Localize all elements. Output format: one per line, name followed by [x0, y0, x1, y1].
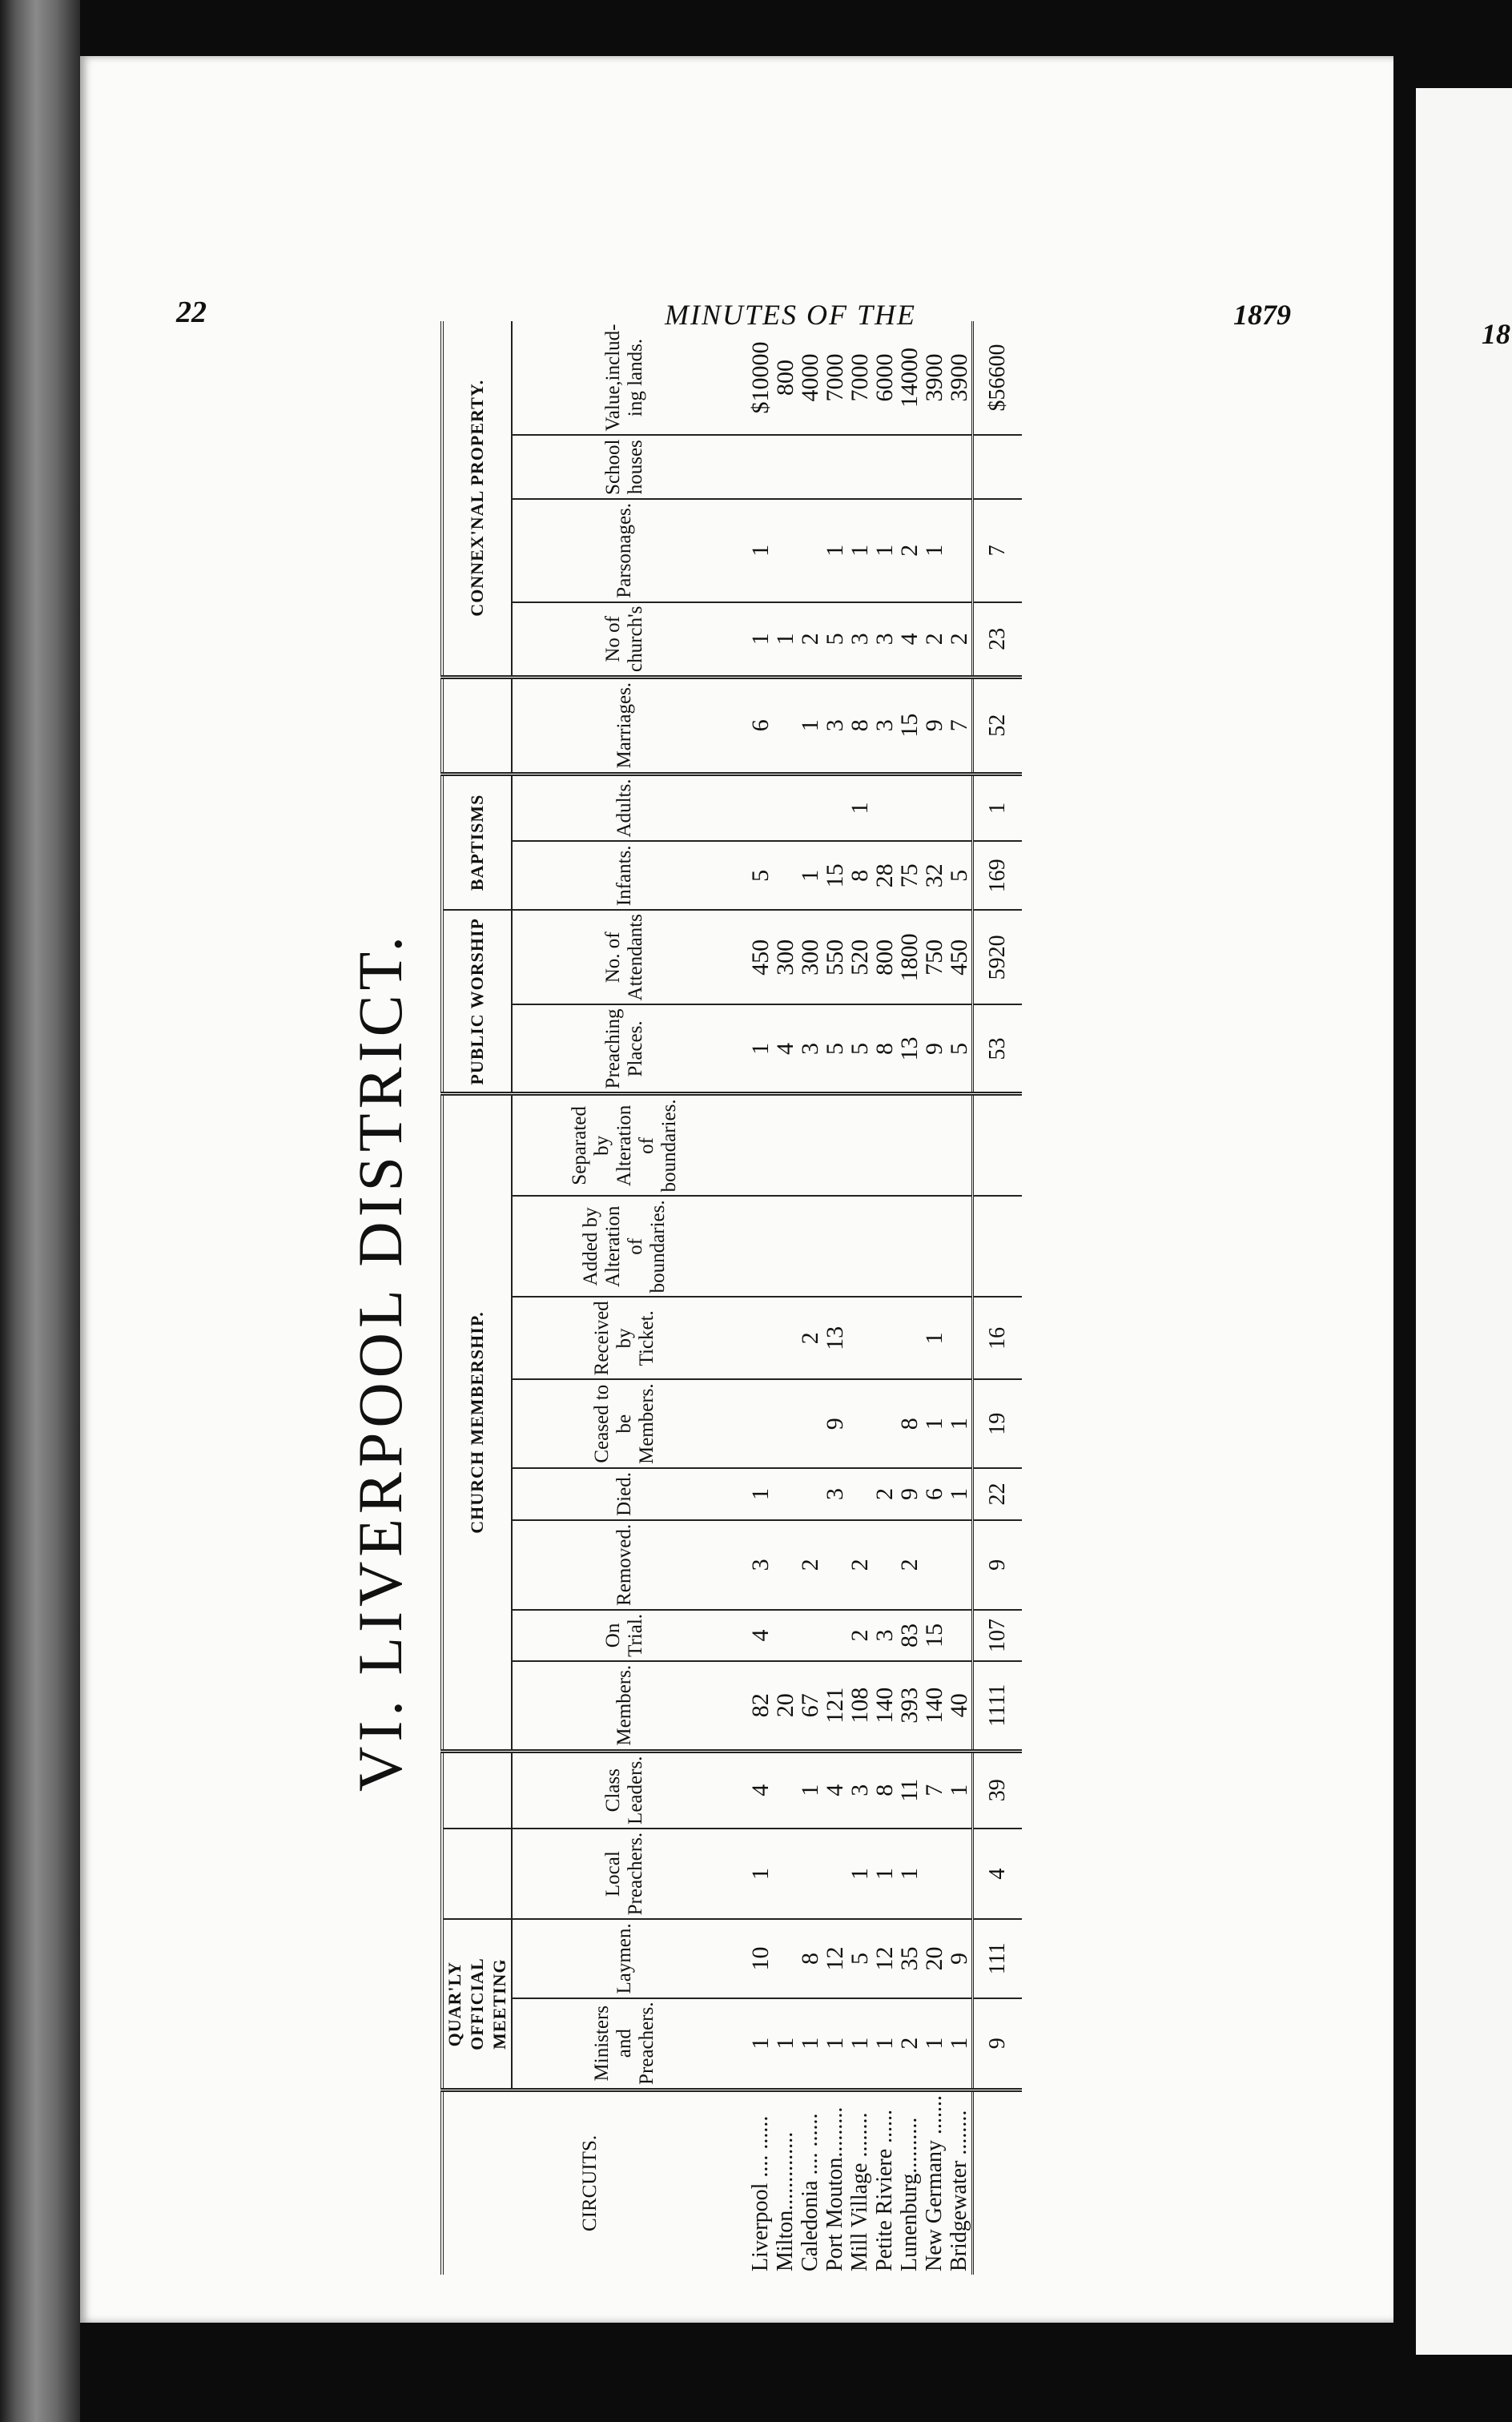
cell: 1: [922, 1379, 947, 1468]
cell: 5: [847, 1004, 872, 1093]
cell: 1: [798, 1998, 822, 2090]
cell: 393: [897, 1661, 922, 1751]
cell: 3: [822, 677, 847, 774]
cell: 10: [737, 1919, 773, 1998]
cell: 1: [872, 499, 897, 602]
cell: [947, 774, 973, 841]
cell: [872, 1094, 897, 1196]
cell: [822, 1196, 847, 1297]
cell: [947, 1094, 973, 1196]
cell: [872, 1196, 897, 1297]
total-cell: 16: [973, 1297, 1023, 1379]
cell: [822, 1094, 847, 1196]
cell: 1: [872, 1829, 897, 1919]
total-cell: 4: [973, 1829, 1023, 1919]
cell: 5: [822, 1004, 847, 1093]
cell: 4: [897, 602, 922, 678]
cell: [773, 1829, 798, 1919]
cell: 67: [798, 1661, 822, 1751]
total-cell: $56600: [973, 321, 1023, 436]
cell: 13: [897, 1004, 922, 1093]
cell: 82: [737, 1661, 773, 1751]
table-row: [737, 321, 773, 2275]
col-attendants: No. of Attendants: [512, 910, 737, 1004]
total-cell: 111: [973, 1919, 1023, 1998]
cell: 1800: [897, 910, 922, 1004]
cell: $10000: [737, 321, 773, 436]
cell: 8: [897, 1379, 922, 1468]
cell: [922, 1520, 947, 1610]
cell: [947, 1297, 973, 1379]
total-cell: 1111: [973, 1661, 1023, 1751]
col-removed: Removed.: [512, 1520, 737, 1610]
cell: 800: [773, 321, 798, 436]
cell: [947, 1829, 973, 1919]
cell: [773, 774, 798, 841]
cell: [897, 1094, 922, 1196]
cell: [798, 1379, 822, 1468]
col-infants: Infants.: [512, 841, 737, 910]
table-row: [947, 321, 973, 2275]
col-class-leaders: Class Leaders.: [512, 1751, 737, 1829]
cell: 3: [822, 1468, 847, 1520]
total-cell: 22: [973, 1468, 1023, 1520]
cell: 75: [897, 841, 922, 910]
col-received: Received by Ticket.: [512, 1297, 737, 1379]
cell: 9: [922, 677, 947, 774]
col-on-trial: On Trial.: [512, 1610, 737, 1661]
col-ceased: Ceased to be Members.: [512, 1379, 737, 1468]
cell: 1: [847, 1829, 872, 1919]
cell: 15: [822, 841, 847, 910]
page-number: 22: [176, 296, 207, 329]
cell: 5: [947, 841, 973, 910]
cell: 13: [822, 1297, 847, 1379]
circuits-header: CIRCUITS.: [442, 2090, 737, 2275]
cell: 9: [897, 1468, 922, 1520]
cell: 15: [922, 1610, 947, 1661]
cell: [822, 1829, 847, 1919]
cell: 2: [798, 602, 822, 678]
cell: 1: [847, 774, 872, 841]
cell: 5: [737, 841, 773, 910]
cell: 6: [922, 1468, 947, 1520]
col-adults: Adults.: [512, 774, 737, 841]
cell: [798, 1610, 822, 1661]
cell: 3: [847, 602, 872, 678]
total-cell: [973, 1196, 1023, 1297]
cell: 2: [847, 1520, 872, 1610]
cell: 1: [737, 1468, 773, 1520]
total-cell: 1: [973, 774, 1023, 841]
property-group-header: CONNEX'NAL PROPERTY.: [442, 321, 512, 678]
cell: [897, 774, 922, 841]
cell: [737, 774, 773, 841]
total-cell: 23: [973, 602, 1023, 678]
total-cell: 9: [973, 1520, 1023, 1610]
cell: 32: [922, 841, 947, 910]
cell: [798, 1829, 822, 1919]
cell: 7: [947, 677, 973, 774]
cell: 7: [922, 1751, 947, 1829]
cell: [737, 436, 773, 499]
cell: 1: [798, 677, 822, 774]
cell: 3: [847, 1751, 872, 1829]
cell: [773, 1751, 798, 1829]
cell: 5: [947, 1004, 973, 1093]
total-cell: 9: [973, 1998, 1023, 2090]
cell: 1: [822, 1998, 847, 2090]
cell: 1: [798, 841, 822, 910]
cell: 1: [947, 1998, 973, 2090]
cell: 2: [897, 1520, 922, 1610]
cell: 121: [822, 1661, 847, 1751]
cell: 9: [947, 1919, 973, 1998]
circuit-name: Liverpool .... ......: [747, 2115, 773, 2271]
total-cell: [973, 436, 1023, 499]
cell: [773, 1468, 798, 1520]
total-cell: 53: [973, 1004, 1023, 1093]
cell: [897, 1196, 922, 1297]
total-cell: 169: [973, 841, 1023, 910]
circuit-name: Bridgewater ........: [946, 2110, 971, 2271]
cell: [847, 1196, 872, 1297]
column-header-row: [512, 321, 737, 2275]
cell: 3: [737, 1520, 773, 1610]
cell: 11: [897, 1751, 922, 1829]
cell: 1: [922, 1998, 947, 2090]
cell: [798, 1094, 822, 1196]
cell: 4000: [798, 321, 822, 436]
cell: [773, 1297, 798, 1379]
cell: 8: [872, 1751, 897, 1829]
cell: 8: [872, 1004, 897, 1093]
cell: [737, 1297, 773, 1379]
next-page-edge: [1416, 88, 1512, 2355]
cell: 7000: [822, 321, 847, 436]
cell: [773, 1379, 798, 1468]
cell: 2: [947, 602, 973, 678]
header-year: 1879: [1233, 299, 1291, 331]
cell: 8: [847, 841, 872, 910]
cell: 15: [897, 677, 922, 774]
baptisms-group-header: BAPTISMS: [442, 774, 512, 910]
cell: [922, 436, 947, 499]
cell: 4: [773, 1004, 798, 1093]
cell: [737, 1094, 773, 1196]
cell: [798, 1468, 822, 1520]
rotated-table-block: [336, 324, 1225, 2307]
col-churches: No of church's: [512, 602, 737, 678]
group-header-row: [442, 321, 512, 2275]
cell: [822, 774, 847, 841]
circuit-name: Port Mouton.........: [822, 2106, 847, 2271]
spacer-header: [442, 677, 512, 774]
cell: 12: [822, 1919, 847, 1998]
table-row: [773, 321, 798, 2275]
cell: 800: [872, 910, 897, 1004]
table-row: [847, 321, 872, 2275]
totals-row: [973, 321, 1023, 2275]
table-row: [822, 321, 847, 2275]
cell: [872, 1379, 897, 1468]
cell: 550: [822, 910, 847, 1004]
cell: [922, 774, 947, 841]
cell: 40: [947, 1661, 973, 1751]
circuit-name: New Germany .......: [921, 2094, 947, 2271]
cell: [798, 1196, 822, 1297]
cell: 450: [947, 910, 973, 1004]
cell: 1: [773, 602, 798, 678]
totals-label: [973, 2090, 1023, 2275]
cell: [847, 1297, 872, 1379]
next-page-number: 18: [1482, 318, 1510, 350]
cell: [798, 499, 822, 602]
cell: [773, 1094, 798, 1196]
cell: 2: [897, 1998, 922, 2090]
cell: [773, 1520, 798, 1610]
total-cell: 7: [973, 499, 1023, 602]
cell: [922, 1829, 947, 1919]
cell: [822, 1520, 847, 1610]
cell: 520: [847, 910, 872, 1004]
col-added: Added by Alteration of boundaries.: [512, 1196, 737, 1297]
cell: [947, 1520, 973, 1610]
cell: 1: [897, 1829, 922, 1919]
cell: [872, 436, 897, 499]
cell: 750: [922, 910, 947, 1004]
table-row: [872, 321, 897, 2275]
cell: 2: [798, 1520, 822, 1610]
total-cell: 39: [973, 1751, 1023, 1829]
cell: 1: [872, 1998, 897, 2090]
cell: 108: [847, 1661, 872, 1751]
cell: [947, 1610, 973, 1661]
col-local-preachers: Local Preachers.: [512, 1829, 737, 1919]
cell: 1: [737, 1829, 773, 1919]
cell: 6000: [872, 321, 897, 436]
cell: 5: [847, 1919, 872, 1998]
total-cell: [973, 1094, 1023, 1196]
cell: 4: [737, 1751, 773, 1829]
quarterly-group-header: QUAR'LY OFFICIAL MEETING: [442, 1919, 512, 2090]
cell: 35: [897, 1919, 922, 1998]
cell: [847, 436, 872, 499]
cell: 3900: [947, 321, 973, 436]
cell: 7000: [847, 321, 872, 436]
cell: 14000: [897, 321, 922, 436]
cell: 12: [872, 1919, 897, 1998]
cell: 8: [847, 677, 872, 774]
cell: [773, 841, 798, 910]
total-cell: 52: [973, 677, 1023, 774]
cell: 3: [798, 1004, 822, 1093]
total-cell: 5920: [973, 910, 1023, 1004]
cell: 450: [737, 910, 773, 1004]
circuit-name: Lunenburg..........: [896, 2117, 922, 2271]
cell: 1: [947, 1751, 973, 1829]
cell: [897, 1297, 922, 1379]
cell: 1: [922, 499, 947, 602]
table-row: [798, 321, 822, 2275]
cell: 140: [872, 1661, 897, 1751]
total-cell: 19: [973, 1379, 1023, 1468]
cell: 9: [822, 1379, 847, 1468]
cell: [947, 1196, 973, 1297]
book-spine: [0, 0, 80, 2422]
col-members: Members.: [512, 1661, 737, 1751]
cell: [773, 1610, 798, 1661]
cell: 20: [922, 1919, 947, 1998]
cell: [847, 1094, 872, 1196]
cell: 1: [737, 1998, 773, 2090]
col-preaching: Preaching Places.: [512, 1004, 737, 1093]
table-row: [897, 321, 922, 2275]
cell: [897, 436, 922, 499]
table-row: [922, 321, 947, 2275]
worship-group-header: PUBLIC WORSHIP: [442, 910, 512, 1094]
cell: 6: [737, 677, 773, 774]
cell: [737, 1196, 773, 1297]
cell: 83: [897, 1610, 922, 1661]
cell: [773, 1196, 798, 1297]
cell: [822, 1610, 847, 1661]
cell: 1: [847, 499, 872, 602]
cell: 3: [872, 1610, 897, 1661]
cell: 140: [922, 1661, 947, 1751]
cell: 1: [847, 1998, 872, 2090]
circuit-name: Petite Riviere ......: [871, 2109, 897, 2271]
cell: 5: [822, 602, 847, 678]
cell: 3900: [922, 321, 947, 436]
cell: 1: [947, 1468, 973, 1520]
cell: 9: [922, 1004, 947, 1093]
cell: [798, 436, 822, 499]
col-schoolhouses: School houses: [512, 436, 737, 499]
cell: 1: [737, 602, 773, 678]
cell: [922, 1196, 947, 1297]
cell: 2: [798, 1297, 822, 1379]
district-title: VI. LIVERPOOL DISTRICT.: [345, 931, 415, 1792]
cell: 1: [822, 499, 847, 602]
cell: 3: [872, 602, 897, 678]
col-ministers: Ministers and Preachers.: [512, 1998, 737, 2090]
cell: 2: [872, 1468, 897, 1520]
cell: 20: [773, 1661, 798, 1751]
col-value: Value,includ-ing lands.: [512, 321, 737, 436]
cell: 4: [737, 1610, 773, 1661]
cell: 1: [798, 1751, 822, 1829]
col-separated: Separated by Alteration of boundaries.: [512, 1094, 737, 1196]
spacer-header: [442, 1829, 512, 1919]
cell: [822, 436, 847, 499]
cell: 1: [947, 1379, 973, 1468]
total-cell: 107: [973, 1610, 1023, 1661]
circuit-name: Caledonia .... ......: [797, 2113, 822, 2271]
cell: 300: [773, 910, 798, 1004]
cell: [872, 1520, 897, 1610]
cell: [872, 774, 897, 841]
running-title: MINUTES OF THE: [665, 299, 916, 331]
cell: 1: [922, 1297, 947, 1379]
spacer-header: [442, 1751, 512, 1829]
cell: 2: [922, 602, 947, 678]
cell: 2: [847, 1610, 872, 1661]
church-group-header: CHURCH MEMBERSHIP.: [442, 1094, 512, 1751]
col-parsonages: Parsonages.: [512, 499, 737, 602]
cell: [773, 499, 798, 602]
cell: [773, 1919, 798, 1998]
cell: 28: [872, 841, 897, 910]
cell: [947, 499, 973, 602]
cell: [798, 774, 822, 841]
cell: [872, 1297, 897, 1379]
statistics-table: [440, 321, 1022, 2275]
cell: [847, 1468, 872, 1520]
cell: [737, 1379, 773, 1468]
cell: 3: [872, 677, 897, 774]
cell: [947, 436, 973, 499]
circuit-name: Mill Village ........: [846, 2112, 872, 2271]
cell: [773, 677, 798, 774]
cell: 300: [798, 910, 822, 1004]
cell: 1: [737, 1004, 773, 1093]
cell: [773, 436, 798, 499]
cell: 8: [798, 1919, 822, 1998]
cell: [922, 1094, 947, 1196]
cell: 1: [773, 1998, 798, 2090]
cell: 1: [737, 499, 773, 602]
circuit-name: Milton..............: [772, 2131, 798, 2271]
cell: 4: [822, 1751, 847, 1829]
cell: 2: [897, 499, 922, 602]
col-laymen: Laymen.: [512, 1919, 737, 1998]
col-died: Died.: [512, 1468, 737, 1520]
cell: [847, 1379, 872, 1468]
col-marriages: Marriages.: [512, 677, 737, 774]
